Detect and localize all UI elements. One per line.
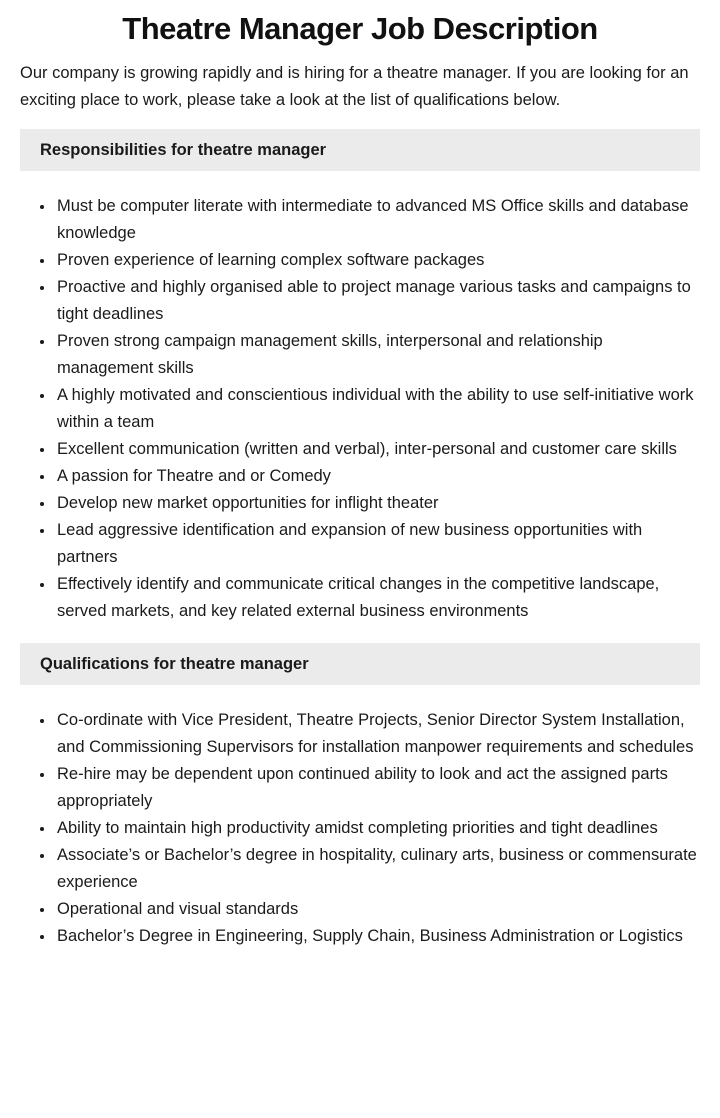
job-description-page — [0, 8, 720, 950]
list-item: • Co-ordinate with Vice President, Theatre Projects, Senior Director System Installation, and Commissioning Supervisors for installation manpower requirements and schedules — [55, 707, 700, 761]
list-item: • Proactive and highly organised able to project manage various tasks and campaigns to tight deadlines — [55, 274, 700, 328]
list-item: • A passion for Theatre and or Comedy — [55, 463, 700, 490]
section-heading-label: Qualifications for theatre manager — [40, 654, 309, 673]
list-item: • Effectively identify and communicate critical changes in the competitive landscape, served markets, and key related external business environments — [55, 571, 700, 625]
qualifications-section-header — [20, 643, 700, 685]
list-item: • Develop new market opportunities for inflight theater — [55, 490, 700, 517]
section-responsibilities — [20, 129, 700, 625]
list-item: • Lead aggressive identification and expansion of new business opportunities with partners — [55, 517, 700, 571]
responsibilities-bullet-list — [20, 193, 700, 625]
list-item: • Excellent communication (written and verbal), inter-personal and customer care skills — [55, 436, 700, 463]
list-item: • Must be computer literate with intermediate to advanced MS Office skills and database knowledge — [55, 193, 700, 247]
intro-paragraph: Our company is growing rapidly and is hiring for a theatre manager. If you are looking for an exciting place to work, please take a look at the list of qualifications below. — [20, 64, 689, 109]
responsibilities-section-header — [20, 129, 700, 171]
page-title: Theatre Manager Job Description — [122, 11, 598, 46]
list-item: • Operational and visual standards — [55, 896, 700, 923]
list-item: • Bachelor’s Degree in Engineering, Supply Chain, Business Administration or Logistics — [55, 923, 700, 950]
list-item: • Proven strong campaign management skills, interpersonal and relationship management skills — [55, 328, 700, 382]
section-heading-label: Responsibilities for theatre manager — [40, 140, 327, 159]
list-item: • Proven experience of learning complex software packages — [55, 247, 700, 274]
list-item: • A highly motivated and conscientious individual with the ability to use self-initiative work within a team — [55, 382, 700, 436]
list-item: • Re-hire may be dependent upon continued ability to look and act the assigned parts appropriately — [55, 761, 700, 815]
qualifications-bullet-list — [20, 707, 700, 950]
list-item: • Ability to maintain high productivity amidst completing priorities and tight deadlines — [55, 815, 700, 842]
list-item: • Associate’s or Bachelor’s degree in hospitality, culinary arts, business or commensurate experience — [55, 842, 700, 896]
section-qualifications — [20, 643, 700, 950]
